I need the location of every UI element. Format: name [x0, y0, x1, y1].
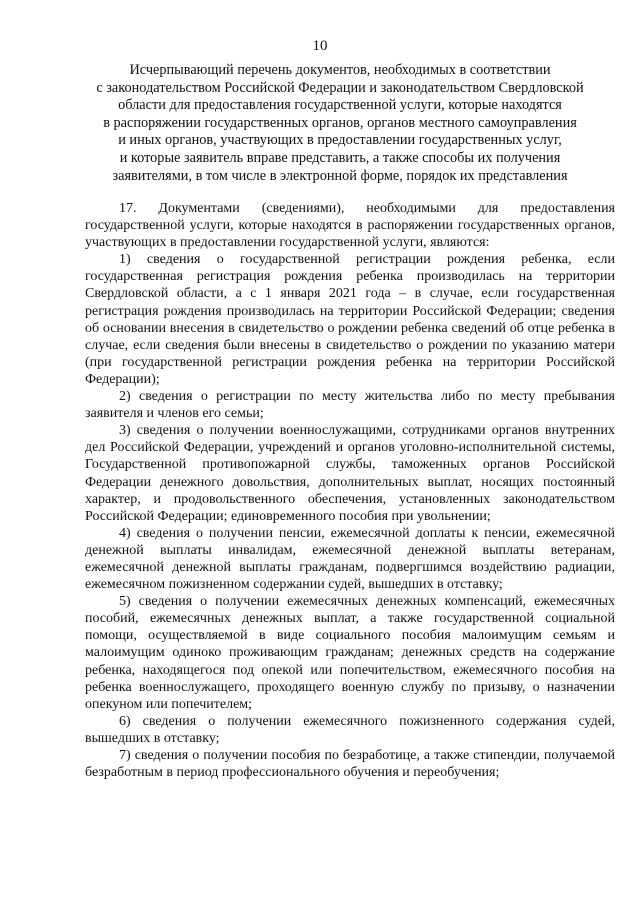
list-item-6: [85, 713, 615, 747]
paragraph-text: 2) сведения о регистрации по месту жительства либо по месту пребывания заявителя и членов его семьи;: [85, 389, 615, 422]
list-item-4: [85, 525, 615, 593]
list-item-3: [85, 422, 615, 525]
heading-line: и которые заявитель вправе представить, а также способы их получения: [119, 149, 561, 166]
heading-line: заявителями, в том числе в электронной форме, порядок их представления: [112, 167, 568, 184]
paragraph-text: 17. Документами (сведениями), необходимыми для предоставления государственной услуги, которые находятся в распоряжении государственных органов, участвующих в предоставлении государственной услуги, являются:: [85, 201, 615, 251]
list-item-1: [85, 251, 615, 388]
paragraph-text: 4) сведения о получении пенсии, ежемесячной доплаты к пенсии, ежемесячной денежной выплаты инвалидам, ежемесячной денежной выплаты ветеранам, ежемесячной денежной выплаты гражданам, подвергшимся воздействию радиации, ежемесячном пожизненном содержании судей, вышедших в отставку;: [85, 525, 615, 593]
paragraph-text: 6) сведения о получении ежемесячного пожизненного содержания судей, вышедших в отставку;: [85, 713, 615, 746]
list-item-2: [85, 388, 615, 422]
list-item-7: [85, 747, 615, 781]
document-body: [85, 200, 615, 781]
heading-line: с законодательством Российской Федерации и законодательством Свердловской: [96, 79, 584, 96]
section-heading: [80, 62, 600, 185]
list-item-5: [85, 593, 615, 713]
heading-line: в распоряжении государственных органов, органов местного самоуправления: [103, 114, 577, 131]
heading-line: и иных органов, участвующих в предоставлении государственных услуг,: [118, 132, 562, 149]
paragraph-text: 7) сведения о получении пособия по безработице, а также стипендии, получаемой безработным в период профессионального обучения и переобучения;: [85, 748, 615, 781]
paragraph-text: 5) сведения о получении ежемесячных денежных компенсаций, ежемесячных пособий, ежемесячных денежных выплат, а также государственной социальной помощи, осуществляемой в виде социального пособия малоимущим семьям и малоимущим одиноко проживающим гражданам; денежных средств на содержание ребенка, находящегося под опекой или попечительством, ежемесячного пособия на ребенка военнослужащего, проходящего военную службу по призыву, о назначении опекуном или попечителем;: [85, 594, 615, 712]
paragraph-text: 3) сведения о получении военнослужащими, сотрудниками органов внутренних дел Российской Федерации, учреждений и органов уголовно-исполнительной системы, Государственной противопожарной службы, таможенных органов Российской Федерации денежного довольствия, дополнительных выплат, носящих постоянный характер, и продовольственного обеспечения, установленных законодательством Российской Федерации; единовременного пособия при увольнении;: [85, 423, 615, 524]
page-number: 10: [312, 38, 328, 54]
paragraph-17-intro: [85, 200, 615, 251]
heading-line: Исчерпывающий перечень документов, необходимых в соответствии: [129, 62, 551, 78]
paragraph-text: 1) сведения о государственной регистрации рождения ребенка, если государственная регистрация рождения ребенка производилась на территории Свердловской области, а с 1 января 2021 года – в случае, если государственная регистрация рождения производилась на территории Российской Федерации; сведения об основании внесения в свидетельство о рождении ребенка сведений об отце ребенка в случае, если сведения были внесены в свидетельство о рождении по указанию матери (при государственной регистрации рождения ребенка на территории Российской Федерации);: [85, 252, 615, 387]
heading-line: области для предоставления государственной услуги, которые находятся: [118, 97, 562, 114]
